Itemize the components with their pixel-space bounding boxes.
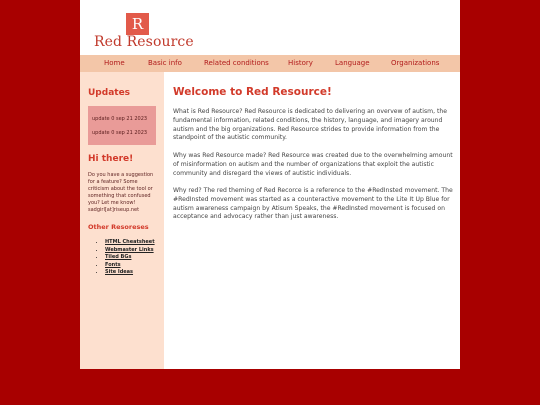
nav-language[interactable]: Language <box>335 59 370 67</box>
nav-organizations[interactable]: Organizations <box>391 59 440 67</box>
site-header <box>80 0 460 55</box>
update-item: update 0 sep 21 2023 <box>92 116 148 122</box>
site-title[interactable]: Red Resource <box>94 34 194 50</box>
page-container <box>80 0 460 369</box>
list-item <box>105 247 155 255</box>
sidebar <box>80 72 164 369</box>
link-tiled-bgs[interactable]: Tiled BGs <box>105 254 132 260</box>
resource-links <box>88 239 155 277</box>
paragraph-why-red: Why red? The red theming of Red Recorce is a reference to the #RedInsted movement. The #RedInsted movement was started as a counteractive movement to the Lite It Up Blue for autism awareness campaign by Atisum Speaks, the #RedInsted movement is focused on acceptance and advocacy rather than just awareness. <box>173 187 453 221</box>
logo-icon[interactable]: R <box>126 13 149 35</box>
main-content <box>173 86 453 221</box>
updates-heading: Updates <box>88 88 131 98</box>
page-title: Welcome to Red Resource! <box>173 86 332 98</box>
nav-history[interactable]: History <box>288 59 313 67</box>
link-webmaster-links[interactable]: Webmaster Links <box>105 246 154 253</box>
other-resources-heading: Other Resoreses <box>88 223 149 231</box>
updates-box <box>88 106 156 145</box>
hi-heading: Hi there! <box>88 154 134 164</box>
paragraph-why-made: Why was Red Resource made? Red Resource was created due to the overwhelming amount of misinformation on autism and the number of organizations that exploit the autistic community and disregard the views of autistic individuals. <box>173 152 453 177</box>
link-html-cheatsheet[interactable]: HTML Cheatsheet <box>105 239 155 245</box>
top-nav <box>80 55 460 72</box>
list-item <box>105 254 155 262</box>
paragraph-intro: What is Red Resource? Red Resource is dedicated to delivering an overvew of autism, the fundamental information, related conditions, the history, language, and imagery around autism and the big organizations. Red Resource strides to provide information from the standpoint of the autistic community. <box>173 108 447 142</box>
link-fonts[interactable]: Fonts <box>105 261 121 268</box>
update-item: update 0 sep 21 2023 <box>92 130 148 136</box>
list-item <box>105 269 155 277</box>
nav-home[interactable]: Home <box>104 59 125 67</box>
list-item <box>105 239 155 247</box>
link-site-ideas[interactable]: Site Ideas <box>105 269 134 275</box>
nav-related-conditions[interactable]: Related conditions <box>204 59 269 67</box>
hi-text: Do you have a suggestion for a feature? Some criticism about the tool or something that confused you? Let me know! sadgirl[at]riseup.net <box>88 172 154 213</box>
nav-basic-info[interactable]: Basic info <box>148 59 182 67</box>
list-item <box>105 262 155 270</box>
